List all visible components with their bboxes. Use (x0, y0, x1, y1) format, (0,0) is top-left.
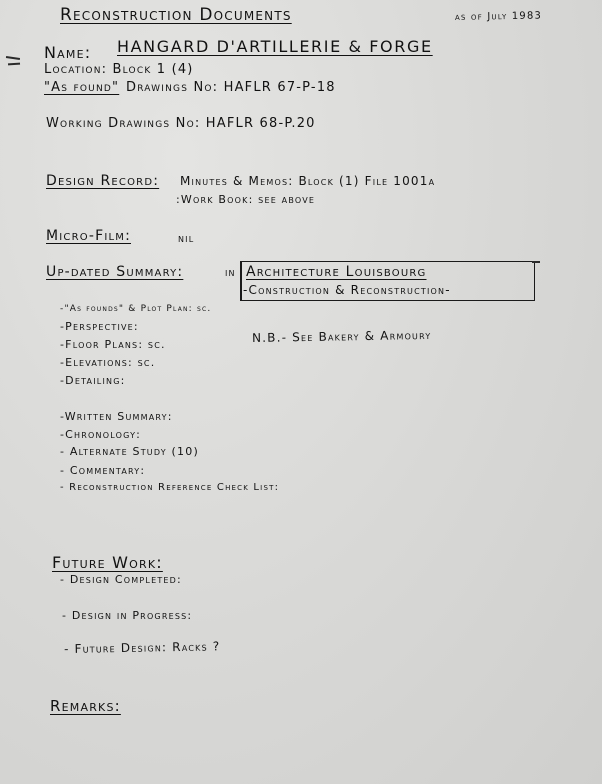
design-record-workbook: :Work Book: see above (176, 193, 316, 206)
remarks-heading: Remarks: (50, 697, 121, 715)
list-item-floor-plans: -Floor Plans: sc. (60, 338, 166, 351)
list-item-written-summary: -Written Summary: (60, 410, 173, 423)
future-item-design-in-progress: - Design in Progress: (62, 609, 193, 622)
nb-note: N.B.- See Bakery & Armoury (251, 327, 432, 345)
name-value: HANGARD D'ARTILLERIE & FORGE (117, 37, 433, 56)
as-found-label: "As found" (44, 80, 120, 95)
future-work-heading: Future Work: (52, 553, 163, 572)
reference-box-top-extension (532, 261, 540, 263)
micro-film-label: Micro-Film: (46, 228, 131, 244)
document-title: Reconstruction Documents (60, 5, 292, 25)
reference-box-line1: Architecture Louisbourg (246, 264, 427, 280)
location-field: Location: Block 1 (4) (44, 62, 194, 77)
list-item-commentary: - Commentary: (60, 464, 146, 477)
working-drawings: Working Drawings No: HAFLR 68-P.20 (46, 116, 316, 131)
updated-summary-in: in (225, 266, 236, 279)
list-item-perspective: -Perspective: (60, 320, 139, 333)
micro-film-value: nil (178, 232, 195, 245)
list-item-chronology: -Chronology: (60, 428, 142, 441)
as-found-drawings: Drawings No: HAFLR 67-P-18 (126, 80, 336, 95)
reference-box-line2: -Construction & Reconstruction- (243, 283, 451, 297)
design-record-minutes: Minutes & Memos: Block (1) File 1001a (180, 174, 436, 188)
name-label: Name: (44, 43, 92, 62)
margin-tick-1 (6, 56, 20, 59)
list-item-reconstruction-checklist: - Reconstruction Reference Check List: (60, 482, 280, 493)
document-date: as of July 1983 (454, 10, 543, 23)
future-item-design-completed: - Design Completed: (60, 573, 182, 586)
list-item-detailing: -Detailing: (60, 374, 126, 387)
list-item-as-founds: -"As founds" & Plot Plan: sc. (60, 304, 212, 314)
list-item-elevations: -Elevations: sc. (60, 356, 156, 369)
future-item-future-design: - Future Design: Racks ? (63, 639, 221, 656)
list-item-alternate-study: - Alternate Study (10) (60, 445, 199, 458)
design-record-label: Design Record: (46, 173, 160, 189)
margin-tick-2 (8, 63, 20, 65)
updated-summary-label: Up-dated Summary: (46, 264, 184, 280)
